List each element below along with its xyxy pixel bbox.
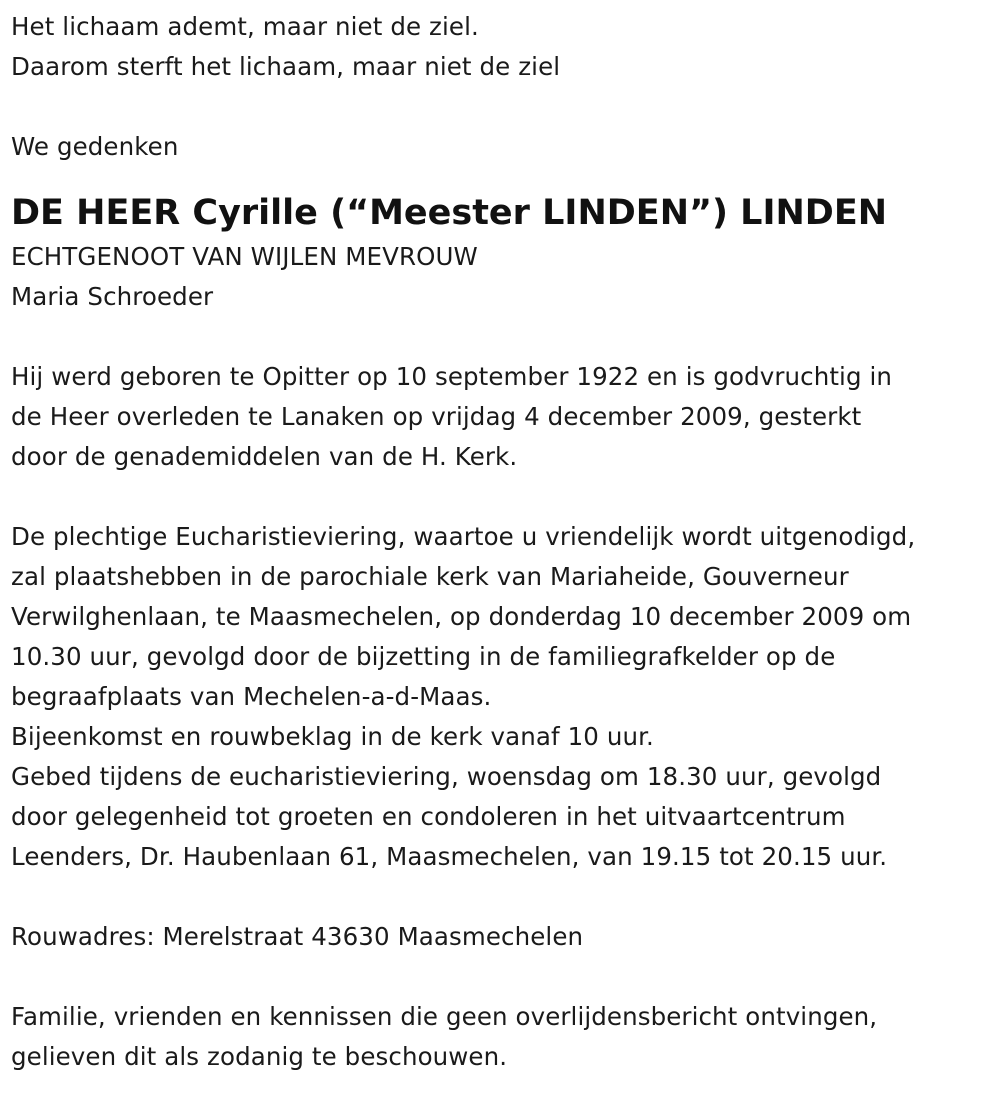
paragraph-line: Hij werd geboren te Opitter op 10 september 1922 en is godvruchtig in: [11, 362, 893, 391]
deceased-name: DE HEER Cyrille (“Meester LINDEN”) LINDEN: [11, 193, 888, 233]
address-paragraph: [11, 917, 996, 957]
funeral-paragraph: [11, 517, 996, 877]
spacer: [11, 477, 996, 517]
motto: [11, 7, 996, 87]
spouse-name: Maria Schroeder: [11, 282, 214, 311]
spouse-info: [11, 237, 996, 317]
spacer: [11, 87, 996, 127]
paragraph-line: begraafplaats van Mechelen-a-d-Maas.: [11, 682, 492, 711]
birth-death-paragraph: [11, 357, 996, 477]
paragraph-line: de Heer overleden te Lanaken op vrijdag 4 december 2009, gesterkt: [11, 402, 862, 431]
top-spacer: [11, 0, 996, 7]
intro: [11, 127, 996, 167]
paragraph-line: Familie, vrienden en kennissen die geen overlijdensbericht ontvingen,: [11, 1002, 878, 1031]
motto-line: Het lichaam ademt, maar niet de ziel.: [11, 12, 479, 41]
paragraph-line: De plechtige Eucharistieviering, waartoe u vriendelijk wordt uitgenodigd,: [11, 522, 916, 551]
spacer: [11, 957, 996, 997]
paragraph-line: gelieven dit als zodanig te beschouwen.: [11, 1042, 508, 1071]
paragraph-line: Bijeenkomst en rouwbeklag in de kerk vanaf 10 uur.: [11, 722, 654, 751]
closing-paragraph: [11, 997, 996, 1077]
paragraph-line: Leenders, Dr. Haubenlaan 61, Maasmechelen, van 19.15 tot 20.15 uur.: [11, 842, 888, 871]
spacer: [11, 317, 996, 357]
paragraph-line: door de genademiddelen van de H. Kerk.: [11, 442, 518, 471]
obituary-notice: [11, 0, 996, 1077]
motto-line: Daarom sterft het lichaam, maar niet de ziel: [11, 52, 561, 81]
paragraph-line: Verwilghenlaan, te Maasmechelen, op donderdag 10 december 2009 om: [11, 602, 912, 631]
paragraph-line: Gebed tijdens de eucharistieviering, woensdag om 18.30 uur, gevolgd: [11, 762, 882, 791]
spouse-line: ECHTGENOOT VAN WIJLEN MEVROUW: [11, 242, 478, 271]
intro-text: We gedenken: [11, 132, 179, 161]
paragraph-line: zal plaatshebben in de parochiale kerk van Mariaheide, Gouverneur: [11, 562, 849, 591]
paragraph-line: 10.30 uur, gevolgd door de bijzetting in de familiegrafkelder op de: [11, 642, 836, 671]
spacer: [11, 877, 996, 917]
mourning-address: Rouwadres: Merelstraat 43630 Maasmechelen: [11, 922, 584, 951]
spacer: [11, 167, 996, 187]
paragraph-line: door gelegenheid tot groeten en condoleren in het uitvaartcentrum: [11, 802, 846, 831]
